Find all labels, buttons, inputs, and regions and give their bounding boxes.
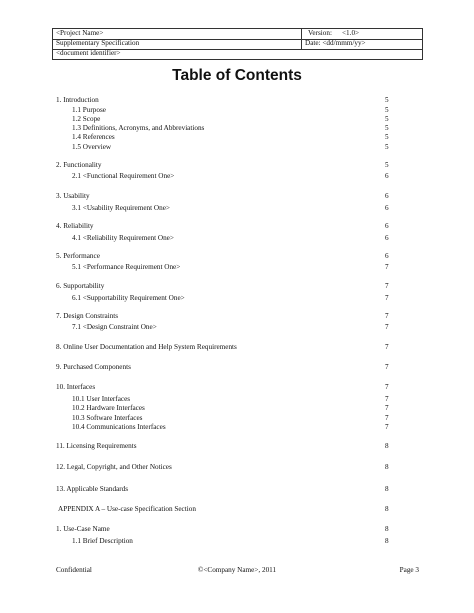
toc-entry-page: 6 <box>385 204 389 212</box>
toc-entry-text[interactable]: 12. Legal, Copyright, and Other Notices <box>56 463 172 471</box>
toc-entry-text[interactable]: 10.2 Hardware Interfaces <box>72 404 145 412</box>
toc-entry-text[interactable]: 4.1 <Reliability Requirement One> <box>72 234 174 242</box>
toc-entry-text[interactable]: 1.1 Brief Description <box>72 537 133 545</box>
toc-entry-text[interactable]: 5.1 <Performance Requirement One> <box>72 263 181 271</box>
toc-entry-text[interactable]: 1.4 References <box>72 133 115 141</box>
toc-entry-page: 8 <box>385 463 389 471</box>
toc-entry-page: 8 <box>385 537 389 545</box>
toc-entry-page: 8 <box>385 505 389 513</box>
toc-entry-page: 6 <box>385 192 389 200</box>
toc-entry-page: 7 <box>385 282 389 290</box>
toc-entry-page: 6 <box>385 234 389 242</box>
date-field: Date: <dd/mmm/yy> <box>305 39 366 47</box>
toc-entry-text[interactable]: 13. Applicable Standards <box>56 485 129 493</box>
toc-entry-text[interactable]: 11. Licensing Requirements <box>56 442 137 450</box>
toc-entry-page: 5 <box>385 133 389 141</box>
toc-entry-page: 5 <box>385 106 389 114</box>
toc-entry-page: 8 <box>385 442 389 450</box>
toc-entry-text[interactable]: 10.3 Software Interfaces <box>72 414 143 422</box>
toc-entry-text[interactable]: 1.5 Overview <box>72 143 112 151</box>
toc-entry-page: 5 <box>385 124 389 132</box>
toc-entry-text[interactable]: 2. Functionality <box>56 161 102 169</box>
toc-entry-text[interactable]: 5. Performance <box>56 252 100 260</box>
toc-entry-text[interactable]: 1. Use-Case Name <box>56 525 110 533</box>
toc-entry-page: 7 <box>385 343 389 351</box>
toc-entry-page: 7 <box>385 423 389 431</box>
toc-entry-page: 8 <box>385 485 389 493</box>
toc-entry-text[interactable]: 6. Supportability <box>56 282 105 290</box>
footer-confidential: Confidential <box>56 566 92 574</box>
toc-entry-page: 6 <box>385 252 389 260</box>
toc-entry-text[interactable]: 1.1 Purpose <box>72 106 106 114</box>
toc-entry-text[interactable]: APPENDIX A – Use-case Specification Section <box>58 505 196 513</box>
toc-entry-text[interactable]: 10.1 User Interfaces <box>72 395 131 403</box>
toc-entry-page: 7 <box>385 312 389 320</box>
document-identifier: <document identifier> <box>56 49 121 57</box>
toc-entry-page: 7 <box>385 294 389 302</box>
toc-entry-text[interactable]: 10. Interfaces <box>56 383 96 391</box>
toc-entry-page: 7 <box>385 383 389 391</box>
toc-entry-text[interactable]: 7. Design Constraints <box>56 312 119 320</box>
version-value: <1.0> <box>342 29 360 37</box>
toc-entry-page: 5 <box>385 143 389 151</box>
header-row <box>53 49 422 59</box>
toc-entry-text[interactable]: 4. Reliability <box>56 222 94 230</box>
toc-title: Table of Contents <box>172 67 302 84</box>
toc-entry-text[interactable]: 9. Purchased Components <box>56 363 131 371</box>
toc-entry-page: 5 <box>385 115 389 123</box>
toc-entry-page: 6 <box>385 222 389 230</box>
toc-entry-text[interactable]: 6.1 <Supportability Requirement One> <box>72 294 185 302</box>
version-cell <box>302 29 422 39</box>
footer-copyright: ©<Company Name>, 2011 <box>197 566 277 574</box>
version-label: Version: <box>308 29 332 37</box>
toc-entry-page: 7 <box>385 363 389 371</box>
toc-entry-page: 8 <box>385 525 389 533</box>
footer-page-number: Page 3 <box>399 566 419 574</box>
header-table <box>52 28 423 60</box>
toc-entry-page: 7 <box>385 395 389 403</box>
toc-entry-text[interactable]: 1.2 Scope <box>72 115 101 123</box>
toc-entry-page: 7 <box>385 263 389 271</box>
project-name: <Project Name> <box>53 29 302 39</box>
toc-entry-page: 7 <box>385 404 389 412</box>
toc-entry-text[interactable]: 1. Introduction <box>56 96 99 104</box>
toc-entry-text[interactable]: 10.4 Communications Interfaces <box>72 423 166 431</box>
toc-entry-page: 5 <box>385 96 389 104</box>
toc-entry-text[interactable]: 3. Usability <box>56 192 90 200</box>
toc-entry-page: 7 <box>385 323 389 331</box>
toc-entry-text[interactable]: 7.1 <Design Constraint One> <box>72 323 157 331</box>
toc-entry-page: 7 <box>385 414 389 422</box>
toc-entry-text[interactable]: 3.1 <Usability Requirement One> <box>72 204 170 212</box>
toc-entry-text[interactable]: 2.1 <Functional Requirement One> <box>72 172 175 180</box>
toc-entry-page: 6 <box>385 172 389 180</box>
toc-entry-text[interactable]: 8. Online User Documentation and Help System Requirements <box>56 343 237 351</box>
document-title: Supplementary Specification <box>53 39 302 49</box>
toc-entry-text[interactable]: 1.3 Definitions, Acronyms, and Abbreviations <box>72 124 205 132</box>
toc-entry-page: 5 <box>385 161 389 169</box>
